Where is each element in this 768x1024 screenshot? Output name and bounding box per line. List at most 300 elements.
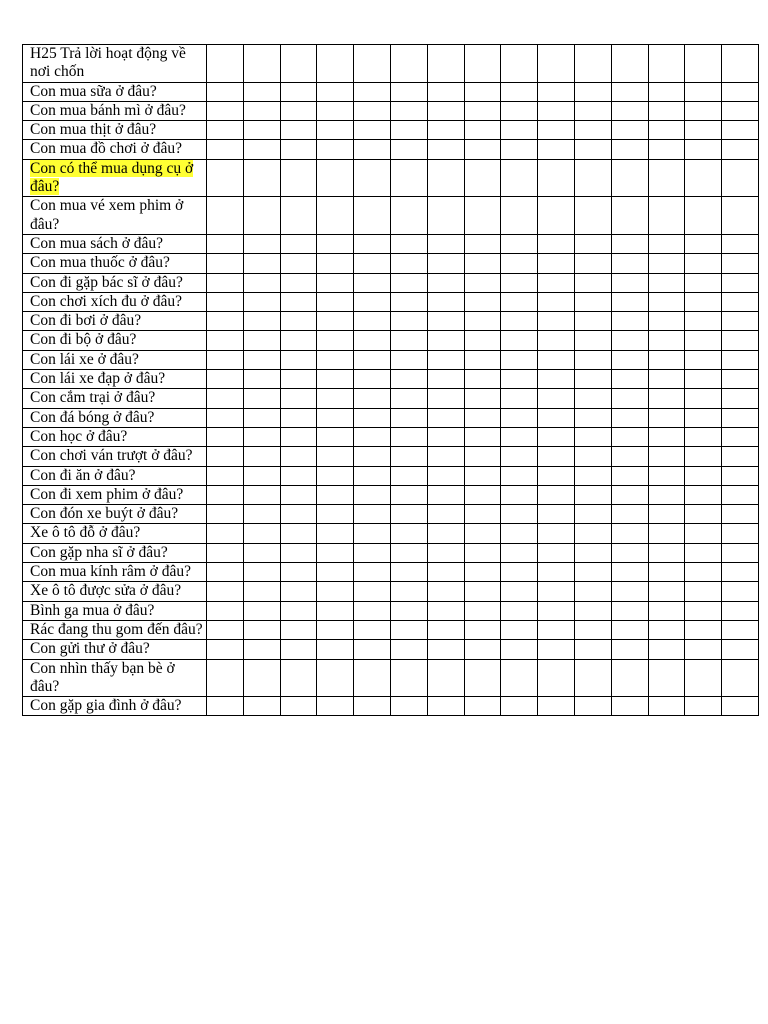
tally-cell (501, 485, 538, 504)
question-label-cell (23, 140, 207, 159)
tally-cell (317, 640, 354, 659)
question-label-cell (23, 159, 207, 197)
tally-cell (464, 543, 501, 562)
tally-cell (207, 582, 244, 601)
tally-cell (390, 312, 427, 331)
tally-cell (464, 82, 501, 101)
question-label-cell (23, 524, 207, 543)
tally-cell (648, 697, 685, 716)
tally-cell (390, 45, 427, 83)
tally-cell (354, 292, 391, 311)
tally-cell (722, 234, 759, 253)
tally-cell (685, 159, 722, 197)
tally-cell (611, 101, 648, 120)
worksheet-title-cell (23, 45, 207, 83)
tally-cell (317, 524, 354, 543)
tally-cell (501, 197, 538, 235)
tally-cell (501, 582, 538, 601)
tally-cell (243, 234, 280, 253)
question-label-cell (23, 82, 207, 101)
tally-cell (207, 659, 244, 697)
tally-cell (317, 312, 354, 331)
tally-cell (685, 640, 722, 659)
tally-cell (280, 640, 317, 659)
question-label-cell (23, 273, 207, 292)
tally-cell (280, 197, 317, 235)
tally-cell (243, 101, 280, 120)
tally-cell (354, 466, 391, 485)
tally-cell (648, 524, 685, 543)
tally-cell (243, 447, 280, 466)
tally-cell (648, 312, 685, 331)
tally-cell (280, 159, 317, 197)
tally-cell (538, 466, 575, 485)
tally-cell (464, 505, 501, 524)
tally-cell (538, 659, 575, 697)
tally-cell (722, 582, 759, 601)
tally-cell (611, 370, 648, 389)
tally-cell (207, 408, 244, 427)
tally-cell (501, 350, 538, 369)
tally-cell (722, 427, 759, 446)
tally-cell (501, 524, 538, 543)
tally-cell (243, 485, 280, 504)
tally-cell (648, 582, 685, 601)
tally-cell (280, 659, 317, 697)
tally-cell (427, 659, 464, 697)
header-row (23, 45, 759, 83)
tally-cell (611, 620, 648, 639)
tally-cell (243, 524, 280, 543)
tally-cell (501, 659, 538, 697)
tally-cell (243, 45, 280, 83)
tally-cell (464, 45, 501, 83)
tally-cell (280, 273, 317, 292)
tally-cell (538, 159, 575, 197)
question-label-cell (23, 312, 207, 331)
tally-cell (243, 292, 280, 311)
tally-cell (207, 101, 244, 120)
tally-cell (574, 82, 611, 101)
tally-cell (501, 159, 538, 197)
question-label-cell (23, 254, 207, 273)
tally-cell (390, 121, 427, 140)
tally-cell (207, 254, 244, 273)
tally-cell (574, 350, 611, 369)
tally-cell (611, 601, 648, 620)
tally-cell (464, 331, 501, 350)
tally-cell (648, 485, 685, 504)
tally-cell (390, 273, 427, 292)
question-text: Con gửi thư ở đâu? (30, 640, 150, 658)
tally-cell (538, 582, 575, 601)
tally-cell (243, 659, 280, 697)
tally-cell (611, 659, 648, 697)
question-row (23, 582, 759, 601)
tally-cell (207, 140, 244, 159)
question-text: Con gặp gia đình ở đâu? (30, 697, 182, 715)
question-label-cell (23, 427, 207, 446)
tally-cell (427, 466, 464, 485)
question-label-cell (23, 101, 207, 120)
tally-cell (243, 82, 280, 101)
tally-cell (427, 273, 464, 292)
question-row (23, 640, 759, 659)
tally-cell (722, 697, 759, 716)
tally-cell (611, 159, 648, 197)
tally-cell (280, 331, 317, 350)
tally-cell (390, 447, 427, 466)
tally-cell (685, 505, 722, 524)
tally-cell (354, 659, 391, 697)
tally-cell (464, 524, 501, 543)
tally-cell (207, 427, 244, 446)
tally-cell (243, 697, 280, 716)
tally-cell (574, 505, 611, 524)
tally-cell (685, 620, 722, 639)
question-text: Con chơi xích đu ở đâu? (30, 292, 182, 310)
tally-cell (280, 582, 317, 601)
question-text: Con mua bánh mì ở đâu? (30, 101, 186, 119)
tally-cell (685, 234, 722, 253)
tally-cell (427, 640, 464, 659)
tally-cell (574, 312, 611, 331)
tally-cell (427, 601, 464, 620)
tally-cell (648, 563, 685, 582)
tally-cell (722, 370, 759, 389)
tally-cell (685, 466, 722, 485)
tally-cell (685, 659, 722, 697)
question-row (23, 254, 759, 273)
tally-cell (280, 350, 317, 369)
tally-cell (722, 312, 759, 331)
tally-cell (464, 563, 501, 582)
tally-cell (464, 427, 501, 446)
question-row (23, 121, 759, 140)
tally-cell (685, 582, 722, 601)
question-text: Con đi xem phim ở đâu? (30, 485, 184, 503)
tally-cell (354, 408, 391, 427)
tally-cell (464, 659, 501, 697)
tally-cell (390, 370, 427, 389)
tally-cell (685, 370, 722, 389)
question-text: Rác đang thu gom đến đâu? (30, 620, 203, 638)
tally-cell (317, 466, 354, 485)
tally-cell (427, 524, 464, 543)
tally-cell (685, 389, 722, 408)
question-row (23, 485, 759, 504)
tally-cell (207, 82, 244, 101)
tally-cell (611, 82, 648, 101)
tally-cell (611, 273, 648, 292)
tally-cell (611, 582, 648, 601)
tally-cell (427, 620, 464, 639)
tally-cell (207, 524, 244, 543)
tally-cell (317, 505, 354, 524)
tally-cell (354, 447, 391, 466)
question-text: Con mua thuốc ở đâu? (30, 254, 170, 272)
tally-cell (648, 159, 685, 197)
question-label-cell (23, 697, 207, 716)
tally-cell (354, 505, 391, 524)
tally-cell (354, 563, 391, 582)
tally-cell (685, 697, 722, 716)
tally-cell (685, 427, 722, 446)
tally-cell (243, 312, 280, 331)
tally-cell (648, 197, 685, 235)
tally-cell (354, 312, 391, 331)
tally-cell (538, 292, 575, 311)
tally-cell (317, 82, 354, 101)
tally-cell (280, 370, 317, 389)
tally-cell (427, 45, 464, 83)
tally-cell (685, 197, 722, 235)
tally-cell (354, 485, 391, 504)
question-label-cell (23, 620, 207, 639)
tally-cell (648, 234, 685, 253)
tally-cell (538, 620, 575, 639)
tally-cell (464, 582, 501, 601)
question-text: Con mua đồ chơi ở đâu? (30, 140, 182, 158)
tally-cell (501, 331, 538, 350)
tally-cell (390, 140, 427, 159)
tally-cell (501, 370, 538, 389)
tally-cell (648, 640, 685, 659)
question-text: Con đón xe buýt ở đâu? (30, 505, 179, 523)
tally-cell (354, 234, 391, 253)
question-row (23, 524, 759, 543)
tally-cell (354, 197, 391, 235)
tally-cell (427, 543, 464, 562)
tally-cell (464, 350, 501, 369)
tally-cell (538, 82, 575, 101)
tally-cell (722, 485, 759, 504)
tally-cell (354, 140, 391, 159)
tally-cell (207, 447, 244, 466)
worksheet-title: H25 Trả lời hoạt động về nơi chốn (30, 45, 186, 81)
tally-cell (538, 485, 575, 504)
tally-cell (574, 659, 611, 697)
tally-cell (280, 45, 317, 83)
tally-cell (390, 697, 427, 716)
tally-cell (611, 140, 648, 159)
tally-cell (501, 45, 538, 83)
tally-cell (501, 82, 538, 101)
tally-cell (390, 389, 427, 408)
tally-cell (574, 640, 611, 659)
tally-cell (685, 331, 722, 350)
tally-cell (722, 140, 759, 159)
tally-cell (501, 640, 538, 659)
tally-cell (574, 524, 611, 543)
tally-cell (317, 389, 354, 408)
tally-cell (685, 350, 722, 369)
tally-cell (574, 563, 611, 582)
tally-cell (501, 121, 538, 140)
tally-cell (427, 582, 464, 601)
tally-cell (538, 312, 575, 331)
tally-cell (243, 331, 280, 350)
tally-cell (722, 159, 759, 197)
tally-cell (354, 543, 391, 562)
tally-cell (390, 466, 427, 485)
tally-cell (317, 234, 354, 253)
tally-cell (317, 254, 354, 273)
tally-cell (648, 350, 685, 369)
question-row (23, 659, 759, 697)
tally-cell (611, 197, 648, 235)
tally-cell (207, 697, 244, 716)
tally-cell (611, 485, 648, 504)
tally-cell (501, 697, 538, 716)
tally-cell (390, 505, 427, 524)
question-text: Con đi gặp bác sĩ ở đâu? (30, 273, 183, 291)
tally-cell (464, 601, 501, 620)
question-text: Con lái xe đạp ở đâu? (30, 370, 166, 388)
tally-cell (317, 697, 354, 716)
tally-cell (317, 121, 354, 140)
tally-cell (390, 601, 427, 620)
tally-cell (280, 485, 317, 504)
tally-cell (574, 466, 611, 485)
tally-cell (538, 389, 575, 408)
tally-cell (427, 159, 464, 197)
tally-cell (722, 601, 759, 620)
tally-cell (207, 601, 244, 620)
tally-cell (390, 524, 427, 543)
tally-cell (354, 640, 391, 659)
question-text: Con mua vé xem phim ở đâu? (30, 197, 184, 233)
tally-cell (574, 601, 611, 620)
tally-cell (390, 408, 427, 427)
tally-cell (722, 292, 759, 311)
tally-cell (280, 601, 317, 620)
tally-cell (390, 350, 427, 369)
tally-cell (501, 427, 538, 446)
tally-cell (280, 408, 317, 427)
question-row (23, 312, 759, 331)
tally-cell (574, 331, 611, 350)
tally-cell (354, 620, 391, 639)
tally-cell (722, 121, 759, 140)
tally-cell (354, 350, 391, 369)
tally-cell (722, 620, 759, 639)
tally-cell (574, 254, 611, 273)
tally-cell (501, 140, 538, 159)
tally-cell (427, 197, 464, 235)
tally-cell (354, 370, 391, 389)
tally-cell (464, 101, 501, 120)
tally-cell (427, 447, 464, 466)
tally-cell (722, 505, 759, 524)
tally-cell (538, 121, 575, 140)
tally-cell (243, 389, 280, 408)
tally-cell (611, 563, 648, 582)
tally-cell (611, 640, 648, 659)
tally-cell (685, 121, 722, 140)
tally-cell (538, 640, 575, 659)
tally-cell (648, 370, 685, 389)
tally-cell (501, 101, 538, 120)
tally-cell (427, 389, 464, 408)
tally-cell (574, 292, 611, 311)
tally-cell (722, 524, 759, 543)
question-label-cell (23, 234, 207, 253)
tally-cell (501, 447, 538, 466)
tally-cell (574, 389, 611, 408)
question-label-cell (23, 543, 207, 562)
tally-cell (685, 447, 722, 466)
tally-cell (538, 563, 575, 582)
tally-cell (648, 466, 685, 485)
tally-cell (427, 292, 464, 311)
tally-cell (574, 620, 611, 639)
question-text: Con lái xe ở đâu? (30, 350, 139, 368)
tally-cell (574, 159, 611, 197)
tally-cell (317, 331, 354, 350)
tally-cell (574, 370, 611, 389)
tally-cell (243, 121, 280, 140)
question-row (23, 620, 759, 639)
tally-cell (611, 447, 648, 466)
tally-cell (685, 45, 722, 83)
tally-cell (722, 659, 759, 697)
tally-cell (648, 254, 685, 273)
tally-cell (317, 447, 354, 466)
tally-cell (501, 466, 538, 485)
question-text: Xe ô tô được sửa ở đâu? (30, 582, 182, 600)
tally-cell (722, 447, 759, 466)
tally-cell (243, 370, 280, 389)
tally-cell (611, 331, 648, 350)
tally-cell (280, 466, 317, 485)
tally-cell (574, 234, 611, 253)
tally-cell (464, 159, 501, 197)
tally-cell (390, 485, 427, 504)
tally-cell (464, 370, 501, 389)
question-text: Con gặp nha sĩ ở đâu? (30, 543, 168, 561)
question-text: Con đi bơi ở đâu? (30, 312, 142, 330)
tally-cell (427, 350, 464, 369)
question-label-cell (23, 350, 207, 369)
tally-cell (280, 524, 317, 543)
tally-cell (427, 254, 464, 273)
tally-cell (317, 370, 354, 389)
tally-cell (685, 408, 722, 427)
tally-cell (280, 427, 317, 446)
tally-cell (243, 563, 280, 582)
tally-cell (317, 197, 354, 235)
tally-cell (243, 620, 280, 639)
tally-cell (390, 620, 427, 639)
tally-cell (574, 697, 611, 716)
question-label-cell (23, 505, 207, 524)
tally-cell (427, 505, 464, 524)
tally-cell (611, 121, 648, 140)
tally-cell (722, 640, 759, 659)
question-row (23, 197, 759, 235)
tally-cell (611, 524, 648, 543)
tally-cell (354, 101, 391, 120)
tally-cell (648, 408, 685, 427)
question-text: Con nhìn thấy bạn bè ở đâu? (30, 659, 175, 695)
tally-cell (280, 697, 317, 716)
tally-cell (685, 601, 722, 620)
tally-cell (243, 582, 280, 601)
question-label-cell (23, 408, 207, 427)
tally-cell (685, 524, 722, 543)
tally-cell (427, 697, 464, 716)
